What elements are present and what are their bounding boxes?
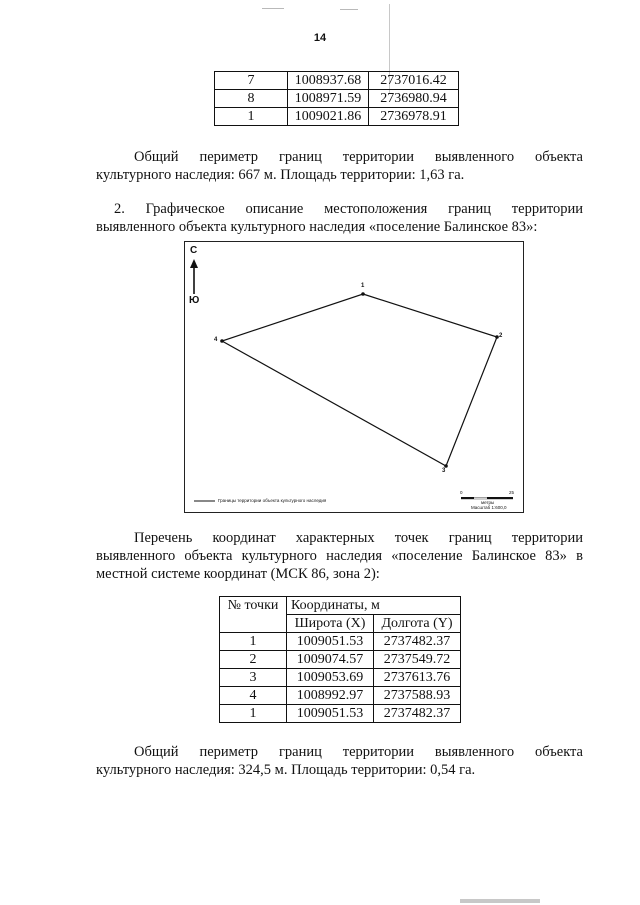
boundary-map <box>184 241 524 513</box>
paragraph-line: культурного наследия: 324,5 м. Площадь территории: 0,54 га. <box>96 762 476 778</box>
table-cell: 1008937.68 <box>288 72 369 90</box>
table-cell: 2 <box>220 651 287 669</box>
table-row <box>215 72 459 90</box>
table-row <box>215 90 459 108</box>
table-cell: 2737482.37 <box>374 705 461 723</box>
table-header-row <box>220 597 461 615</box>
scan-artifact <box>460 899 540 903</box>
point-label-4: 4 <box>214 337 218 343</box>
table-row <box>220 687 461 705</box>
paragraph-line: Общий периметр границ территории выявленного объекта <box>134 744 583 760</box>
perimeter-summary-2 <box>96 743 583 779</box>
table-cell: 2737016.42 <box>369 72 459 90</box>
table-row <box>220 705 461 723</box>
legend-label: Границы территории объекта культурного наследия <box>218 498 327 503</box>
point-label-1: 1 <box>361 283 365 289</box>
table-cell: 1009053.69 <box>287 669 374 687</box>
scale-unit-label: метры <box>481 500 495 505</box>
header-point-number: № точки <box>220 597 287 633</box>
paragraph-line: Общий периметр границ территории выявленного объекта <box>134 149 583 165</box>
table-row <box>220 669 461 687</box>
table-cell: 2737588.93 <box>374 687 461 705</box>
paragraph-line: 2. Графическое описание местоположения границ территории <box>114 201 583 217</box>
paragraph-line: выявленного объекта культурного наследия «поселение Балинское 83»: <box>96 219 538 235</box>
boundary-point-1 <box>361 292 365 296</box>
boundary-point-4 <box>220 339 224 343</box>
point-label-2: 2 <box>499 333 503 339</box>
table-cell: 2736978.91 <box>369 108 459 126</box>
table-cell: 2737482.37 <box>374 633 461 651</box>
table-cell: 1009051.53 <box>287 633 374 651</box>
point-label-3: 3 <box>442 468 446 474</box>
table-cell: 3 <box>220 669 287 687</box>
coordinates-table-continued <box>214 71 459 126</box>
table-cell: 1009051.53 <box>287 705 374 723</box>
scale-ratio-label: Масштаб 1:600,0 <box>471 505 507 510</box>
table-cell: 2736980.94 <box>369 90 459 108</box>
coordinates-list-intro <box>96 529 583 583</box>
north-label: С <box>190 245 198 256</box>
header-coordinates: Координаты, м <box>287 597 461 615</box>
table-cell: 1009021.86 <box>288 108 369 126</box>
scale-bar-segment <box>474 497 487 498</box>
table-cell: 2737549.72 <box>374 651 461 669</box>
table-row <box>220 633 461 651</box>
scan-artifact <box>340 9 358 10</box>
scale-start-label: 0 <box>460 490 463 495</box>
paragraph-line: культурного наследия: 667 м. Площадь территории: 1,63 га. <box>96 167 465 183</box>
perimeter-summary-1 <box>96 148 583 184</box>
table-cell: 1 <box>220 633 287 651</box>
south-label: Ю <box>189 295 200 306</box>
coordinates-table <box>219 596 461 723</box>
table-row <box>215 108 459 126</box>
table-cell: 7 <box>215 72 288 90</box>
table-cell: 4 <box>220 687 287 705</box>
table-cell: 1 <box>220 705 287 723</box>
header-longitude: Долгота (Y) <box>374 615 461 633</box>
paragraph-line: выявленного объекта культурного наследия «поселение Балинское 83» в <box>96 548 583 564</box>
table-cell: 1008992.97 <box>287 687 374 705</box>
section-2-heading <box>96 200 583 236</box>
table-cell: 1 <box>215 108 288 126</box>
north-arrow-head <box>190 259 198 268</box>
paragraph-line: Перечень координат характерных точек границ территории <box>134 530 583 546</box>
table-row <box>220 651 461 669</box>
territory-boundary <box>222 294 497 466</box>
table-cell: 1008971.59 <box>288 90 369 108</box>
paragraph-line: местной системе координат (МСК 86, зона 2): <box>96 566 380 582</box>
table-cell: 2737613.76 <box>374 669 461 687</box>
table-cell: 1009074.57 <box>287 651 374 669</box>
page-number: 14 <box>313 32 327 44</box>
header-latitude: Широта (X) <box>287 615 374 633</box>
scan-artifact <box>262 8 284 9</box>
table-cell: 8 <box>215 90 288 108</box>
scale-end-label: 25 <box>509 490 515 495</box>
map-canvas <box>185 242 523 512</box>
